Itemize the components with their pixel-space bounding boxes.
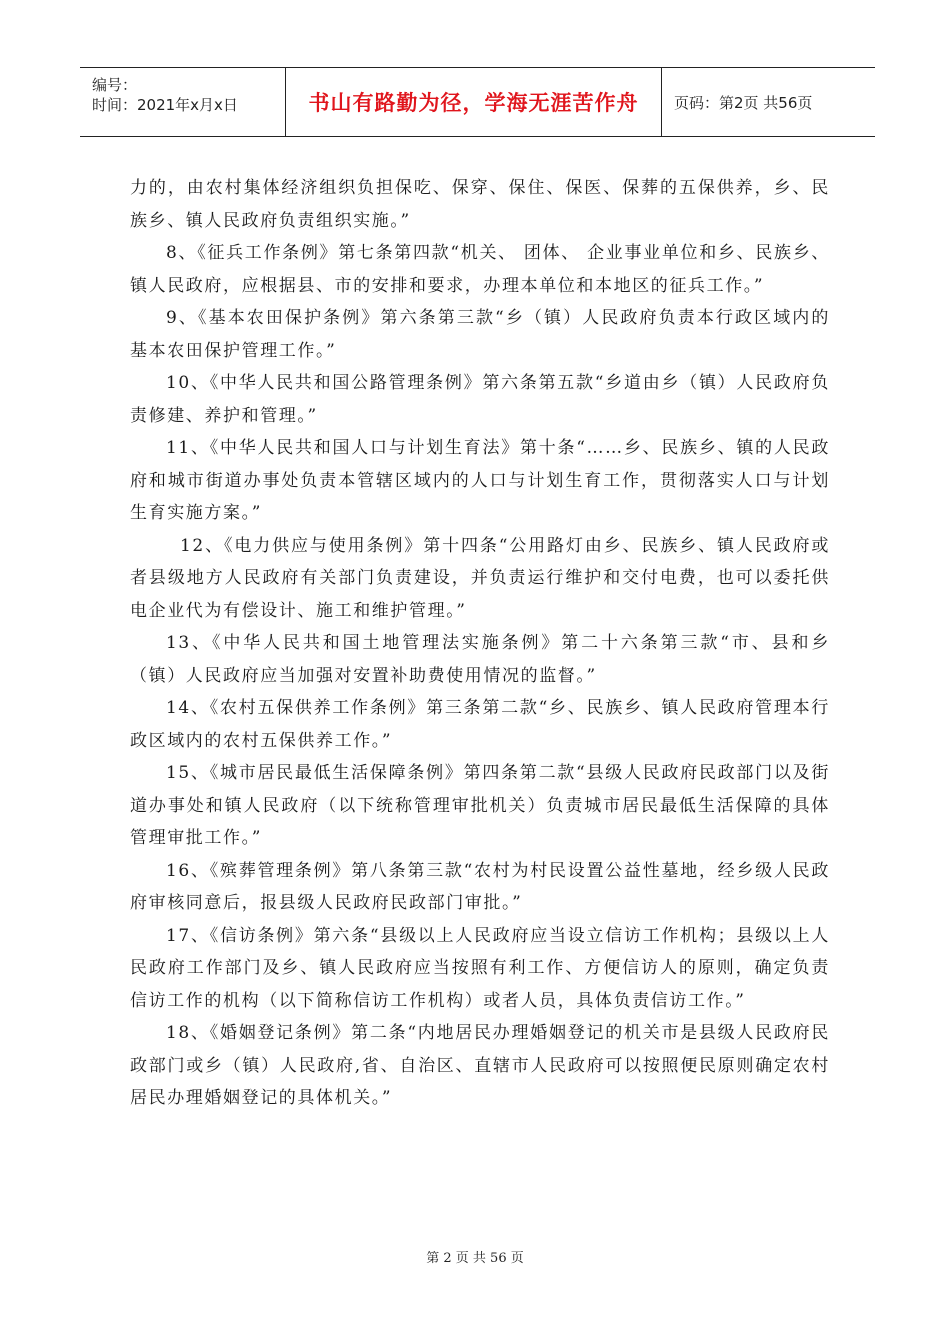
document-body — [130, 172, 830, 1115]
header-motto-cell — [286, 68, 662, 136]
paragraph-article-13: 13、《中华人民共和国土地管理法实施条例》第二十六条第三款“市、县和乡（镇）人民政府应当加强对安置补助费使用情况的监督。” — [130, 633, 830, 686]
paragraph-article-17: 17、《信访条例》第六条“县级以上人民政府应当设立信访工作机构；县级以上人民政府工作部门及乡、镇人民政府应当按照有利工作、方便信访人的原则，确定负责信访工作的机构（以下简称信访工作机构）或者人员，具体负责信访工作。” — [130, 925, 830, 1011]
paragraph-article-10: 10、《中华人民共和国公路管理条例》第六条第五款“乡道由乡（镇）人民政府负责修建、养护和管理。” — [130, 373, 830, 426]
document-time-label: 时间：2021年x月x日 — [92, 96, 238, 114]
header-page-cell — [662, 68, 875, 136]
paragraph-continuation: 力的，由农村集体经济组织负担保吃、保穿、保住、保医、保葬的五保供养，乡、民族乡、镇人民政府负责组织实施。” — [130, 178, 830, 231]
header-meta-cell — [80, 68, 286, 136]
paragraph-article-15: 15、《城市居民最低生活保障条例》第四条第二款“县级人民政府民政部门以及街道办事处和镇人民政府（以下统称管理审批机关）负责城市居民最低生活保障的具体管理审批工作。” — [130, 763, 830, 848]
paragraph-article-9: 9、《基本农田保护条例》第六条第三款“乡（镇）人民政府负责本行政区域内的基本农田保护管理工作。” — [130, 308, 830, 361]
page-footer: 第 2 页 共 56 页 — [426, 1251, 524, 1266]
paragraph-article-11: 11、《中华人民共和国人口与计划生育法》第十条“……乡、民族乡、镇的人民政府和城市街道办事处负责本管辖区域内的人口与计划生育工作，贯彻落实人口与计划生育实施方案。” — [130, 438, 830, 523]
paragraph-article-18: 18、《婚姻登记条例》第二条“内地居民办理婚姻登记的机关市是县级人民政府民政部门或乡（镇）人民政府,省、自治区、直辖市人民政府可以按照便民原则确定农村居民办理婚姻登记的具体机关。” — [130, 1023, 830, 1108]
paragraph-article-12: 12、《电力供应与使用条例》第十四条“公用路灯由乡、民族乡、镇人民政府或者县级地方人民政府有关部门负责建设，并负责运行维护和交付电费，也可以委托供电企业代为有偿设计、施工和维护管理。” — [130, 535, 830, 621]
paragraph-article-14: 14、《农村五保供养工作条例》第三条第二款“乡、民族乡、镇人民政府管理本行政区域内的农村五保供养工作。” — [130, 698, 830, 751]
document-number-label: 编号： — [92, 76, 138, 94]
paragraph-article-16: 16、《殡葬管理条例》第八条第三款“农村为村民设置公益性墓地，经乡级人民政府审核同意后，报县级人民政府民政部门审批。” — [130, 860, 830, 913]
header-motto: 书山有路勤为径，学海无涯苦作舟 — [308, 91, 639, 115]
paragraph-article-8: 8、《征兵工作条例》第七条第四款“机关、 团体、 企业事业单位和乡、民族乡、镇人民政府，应根据县、市的安排和要求，办理本单位和本地区的征兵工作。” — [130, 243, 830, 296]
header-page-info: 页码：第2页 共56页 — [674, 93, 813, 112]
page-header — [80, 67, 875, 137]
